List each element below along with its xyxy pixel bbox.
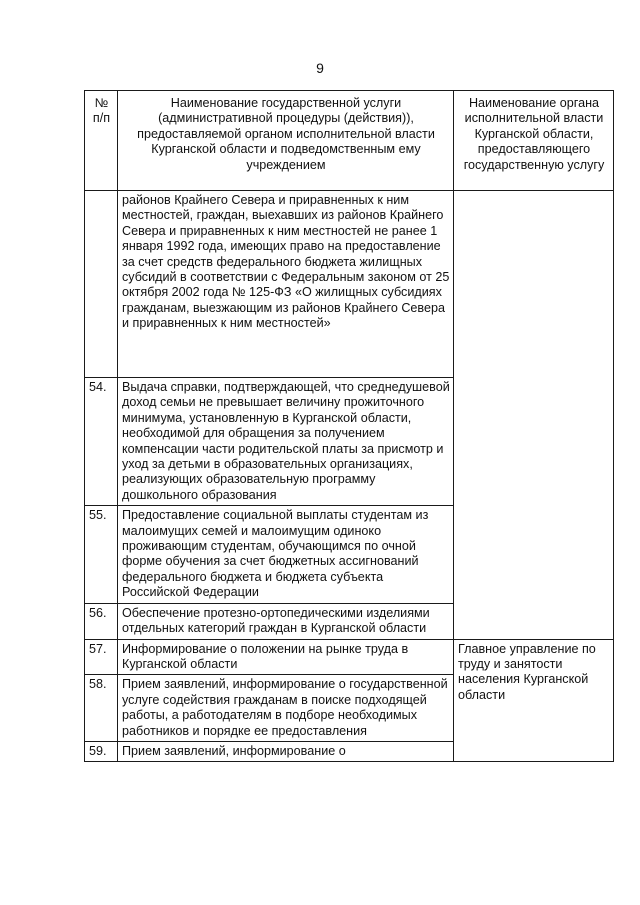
page-number: 9 [316,60,324,76]
service-name: Прием заявлений, информирование о государственной услуге содействия гражданам в поиске подходящей работы, а работодателям в подборе необходимых работников и порядке ее предоставления [118,675,454,742]
row-number: 57. [85,639,118,675]
service-name: районов Крайнего Севера и приравненных к ним местностей, граждан, выехавших из районов Крайнего Севера и приравненных к ним местностей не ранее 1 января 1992 года, имеющих право на предоставление за счет средств федерального бюджета жилищных субсидий в соответствии с Федеральным законом от 25 октября 2002 года № 125-ФЗ «О жилищных субсидиях гражданам, выезжающим из районов Крайнего Севера и приравненных к ним местностей» [118,191,454,378]
services-table [84,90,614,762]
row-number: 55. [85,506,118,603]
row-number: 56. [85,603,118,639]
service-name: Предоставление социальной выплаты студентам из малоимущих семей и малоимущим одиноко проживающим студентам, обучающимся по очной форме обучения за счет бюджетных ассигнований федерального бюджета и бюджета субъекта Российской Федерации [118,506,454,603]
table-row [85,639,614,675]
row-number: 59. [85,741,118,761]
organ-name: Главное управление по труду и занятости населения Курганской области [454,639,614,762]
header-service-name: Наименование государственной услуги (административной процедуры (действия)), предоставляемой органом исполнительной власти Курганской области и подведомственным ему учреждением [118,91,454,191]
service-name: Обеспечение протезно-ортопедическими изделиями отдельных категорий граждан в Курганской области [118,603,454,639]
table-header-row [85,91,614,191]
header-num: № п/п [85,91,118,191]
service-name: Прием заявлений, информирование о [118,741,454,761]
organ-name [454,191,614,640]
row-number: 58. [85,675,118,742]
row-number [85,191,118,378]
service-name: Информирование о положении на рынке труда в Курганской области [118,639,454,675]
service-name: Выдача справки, подтверждающей, что среднедушевой доход семьи не превышает величину прожиточного минимума, установленную в Курганской области, необходимой для обращения за получением компенсации части родительской платы за присмотр и уход за детьми в образовательных организациях, реализующих образовательную программу дошкольного образования [118,378,454,506]
table-row [85,191,614,378]
header-organ-name: Наименование органа исполнительной власти Курганской области, предоставляющего государственную услугу [454,91,614,191]
row-number: 54. [85,378,118,506]
